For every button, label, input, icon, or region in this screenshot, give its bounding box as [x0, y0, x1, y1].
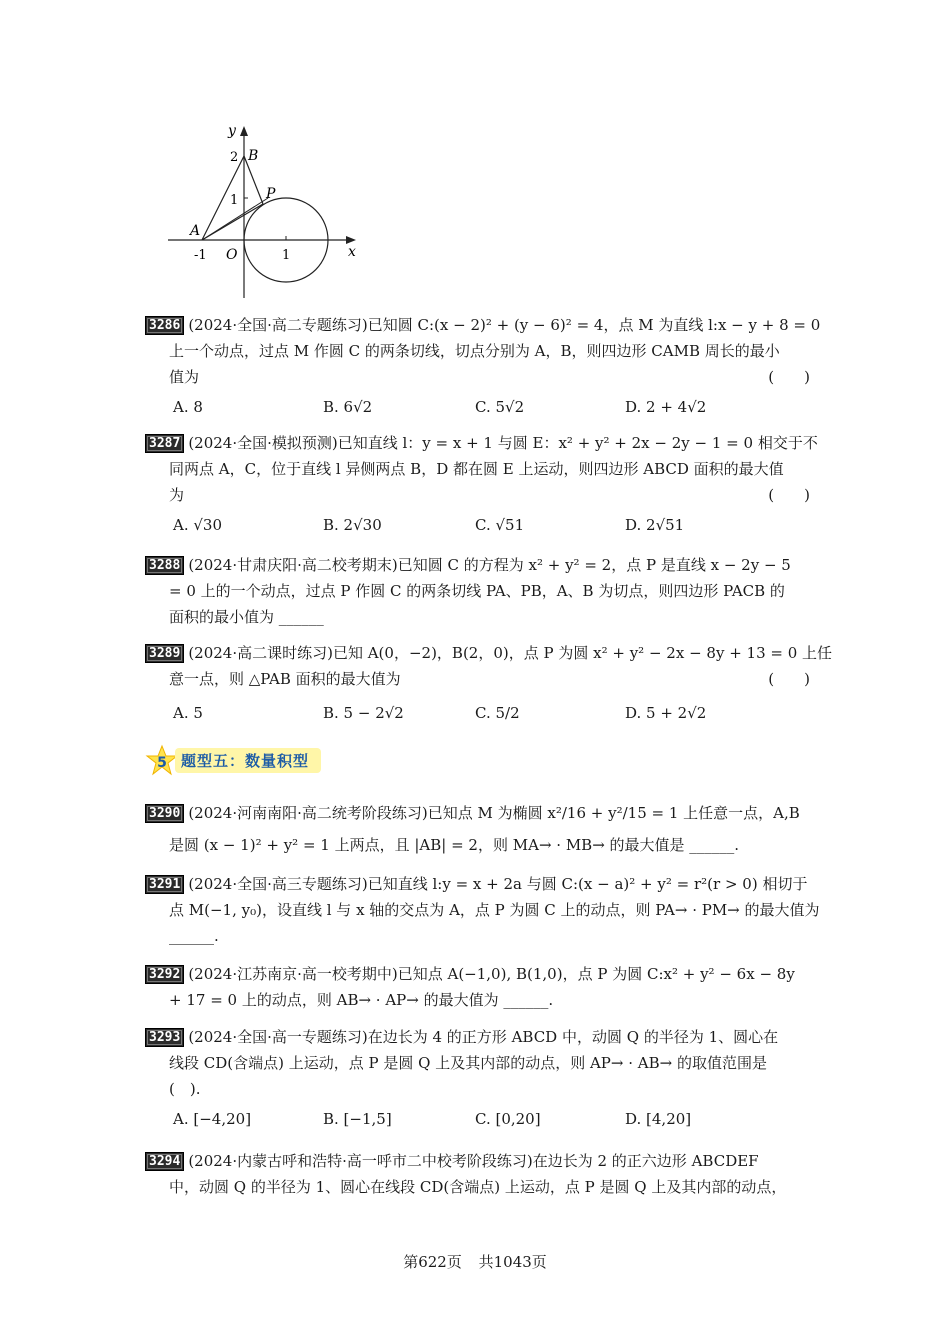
answer-paren: ( ) [768, 670, 810, 688]
section-header [145, 744, 325, 778]
page-total: 共1043页 [478, 1253, 547, 1271]
option-b[interactable]: B. [−1,5] [323, 1110, 392, 1128]
problem-number-badge: 3290 [145, 804, 184, 823]
point-label-P: P [266, 186, 276, 202]
option-a[interactable]: A. 8 [173, 398, 203, 416]
problem-line [145, 430, 818, 456]
problem-line [145, 1148, 810, 1174]
problem-number-badge: 3287 [145, 434, 184, 453]
problem-line: 点 M(−1, y₀)，设直线 l 与 x 轴的交点为 A，点 P 为圆 C 上的动点，则 PA→ · PM→ 的最大值为 [169, 901, 820, 919]
option-d[interactable]: D. 2 + 4√2 [625, 398, 707, 416]
problem-3288 [145, 552, 810, 630]
problem-line [145, 961, 810, 987]
section-number: 5 [157, 755, 167, 771]
option-d[interactable]: D. 2√51 [625, 516, 685, 534]
option-b[interactable]: B. 5 − 2√2 [323, 704, 404, 722]
options-row [145, 1106, 810, 1132]
problem-text: (2024·全国·高一专题练习)在边长为 4 的正方形 ABCD 中，动圆 Q 的半径为 1、圆心在 [188, 1028, 779, 1046]
option-c[interactable]: C. 5/2 [475, 704, 520, 722]
problem-line: 面积的最小值为 ______ [169, 608, 324, 626]
problem-text: (2024·全国·高二专题练习)已知圆 C:(x − 2)² + (y − 6)² = 4，点 M 为直线 l:x − y + 8 = 0 [188, 316, 821, 334]
problem-line: = 0 上的一个动点，过点 P 作圆 C 的两条切线 PA、PB，A、B 为切点，则四边形 PACB 的 [169, 582, 785, 600]
problem-number-badge: 3291 [145, 875, 184, 894]
option-a[interactable]: A. √30 [173, 516, 223, 534]
problem-text: (2024·高二课时练习)已知 A(0，−2)，B(2，0)，点 P 为圆 x² + y² − 2x − 8y + 13 = 0 上任 [188, 644, 833, 662]
problem-line [145, 1024, 810, 1050]
problem-line: + 17 = 0 上的动点，则 AB→ · AP→ 的最大值为 ______. [169, 991, 554, 1009]
option-d[interactable]: D. 5 + 2√2 [625, 704, 707, 722]
problem-text: 意一点，则 △PAB 面积的最大值为 [169, 670, 401, 688]
tick-label-y-1: 1 [230, 193, 239, 208]
problem-line: ( ). [169, 1080, 201, 1098]
coordinate-diagram [160, 118, 370, 303]
tick-label-x-neg: -1 [194, 248, 207, 263]
problem-number-badge: 3286 [145, 316, 184, 335]
origin-label: O [226, 247, 238, 263]
options-row [145, 700, 810, 726]
problem-line [145, 482, 810, 508]
option-b[interactable]: B. 6√2 [323, 398, 373, 416]
problem-3292 [145, 961, 810, 1013]
page-number: 第622页 [403, 1253, 462, 1271]
option-c[interactable]: C. √51 [475, 516, 525, 534]
problem-text: (2024·甘肃庆阳·高二校考期末)已知圆 C 的方程为 x² + y² = 2，点 P 是直线 x − 2y − 5 [188, 556, 791, 574]
options-row [145, 512, 810, 538]
problem-line: 上一个动点，过点 M 作圆 C 的两条切线，切点分别为 A，B，则四边形 CAMB 周长的最小 [169, 342, 780, 360]
option-c[interactable]: C. 5√2 [475, 398, 525, 416]
point-label-B: B [248, 148, 259, 164]
problem-number-badge: 3292 [145, 965, 184, 984]
section-title: 题型五：数量积型 [181, 752, 310, 770]
option-a[interactable]: A. [−4,20] [173, 1110, 252, 1128]
option-b[interactable]: B. 2√30 [323, 516, 382, 534]
x-axis-label: x [348, 244, 356, 260]
point-label-A: A [190, 223, 201, 239]
problem-line [145, 640, 833, 666]
problem-3289 [145, 640, 833, 726]
problem-line: 是圆 (x − 1)² + y² = 1 上两点，且 |AB| = 2，则 MA→ · MB→ 的最大值是 ______. [169, 836, 740, 854]
problem-number-badge: 3289 [145, 644, 184, 663]
y-axis-label: y [228, 123, 236, 139]
problem-text: (2024·内蒙古呼和浩特·高一呼市二中校考阶段练习)在边长为 2 的正六边形 ABCDEF [188, 1152, 759, 1170]
geometry-figure [160, 118, 370, 303]
problem-3290 [145, 800, 810, 858]
problem-line [145, 666, 810, 692]
problem-3293 [145, 1024, 810, 1132]
tick-label-x-pos: 1 [282, 248, 291, 263]
problem-number-badge: 3294 [145, 1152, 184, 1171]
options-row [145, 394, 810, 420]
problem-text: 值为 [169, 368, 200, 386]
problem-text: (2024·全国·模拟预测)已知直线 l：y = x + 1 与圆 E：x² + y² + 2x − 2y − 1 = 0 相交于不 [188, 434, 818, 452]
problem-3294 [145, 1148, 810, 1200]
y-axis-arrow [240, 126, 248, 136]
problem-3287 [145, 430, 818, 538]
problem-text: 为 [169, 486, 185, 504]
answer-paren: ( ) [768, 486, 810, 504]
option-a[interactable]: A. 5 [173, 704, 203, 722]
option-c[interactable]: C. [0,20] [475, 1110, 541, 1128]
problem-3291 [145, 871, 820, 949]
problem-text: (2024·江苏南京·高一校考期中)已知点 A(−1,0), B(1,0)，点 P 为圆 C:x² + y² − 6x − 8y [188, 965, 795, 983]
problem-line [145, 312, 821, 338]
problem-number-badge: 3293 [145, 1028, 184, 1047]
problem-line [145, 552, 810, 578]
answer-paren: ( ) [768, 368, 810, 386]
x-axis-arrow [346, 236, 356, 244]
problem-line: 同两点 A，C，位于直线 l 异侧两点 B，D 都在圆 E 上运动，则四边形 ABCD 面积的最大值 [169, 460, 784, 478]
problem-line: ______. [169, 927, 219, 945]
problem-text: (2024·全国·高三专题练习)已知直线 l:y = x + 2a 与圆 C:(x − a)² + y² = r²(r > 0) 相切于 [188, 875, 808, 893]
problem-line: 中，动圆 Q 的半径为 1、圆心在线段 CD(含端点) 上运动，点 P 是圆 Q 上及其内部的动点， [169, 1178, 787, 1196]
problem-line: 线段 CD(含端点) 上运动，点 P 是圆 Q 上及其内部的动点，则 AP→ · AB→ 的取值范围是 [169, 1054, 767, 1072]
problem-number-badge: 3288 [145, 556, 184, 575]
problem-text: (2024·河南南阳·高二统考阶段练习)已知点 M 为椭圆 x²/16 + y²/15 = 1 上任意一点，A,B [188, 804, 800, 822]
problem-line [145, 800, 810, 826]
tick-label-y-2: 2 [230, 150, 239, 165]
problem-3286 [145, 312, 821, 420]
option-d[interactable]: D. [4,20] [625, 1110, 692, 1128]
problem-line [145, 871, 810, 897]
page-footer [0, 1251, 950, 1272]
problem-line [145, 364, 810, 390]
